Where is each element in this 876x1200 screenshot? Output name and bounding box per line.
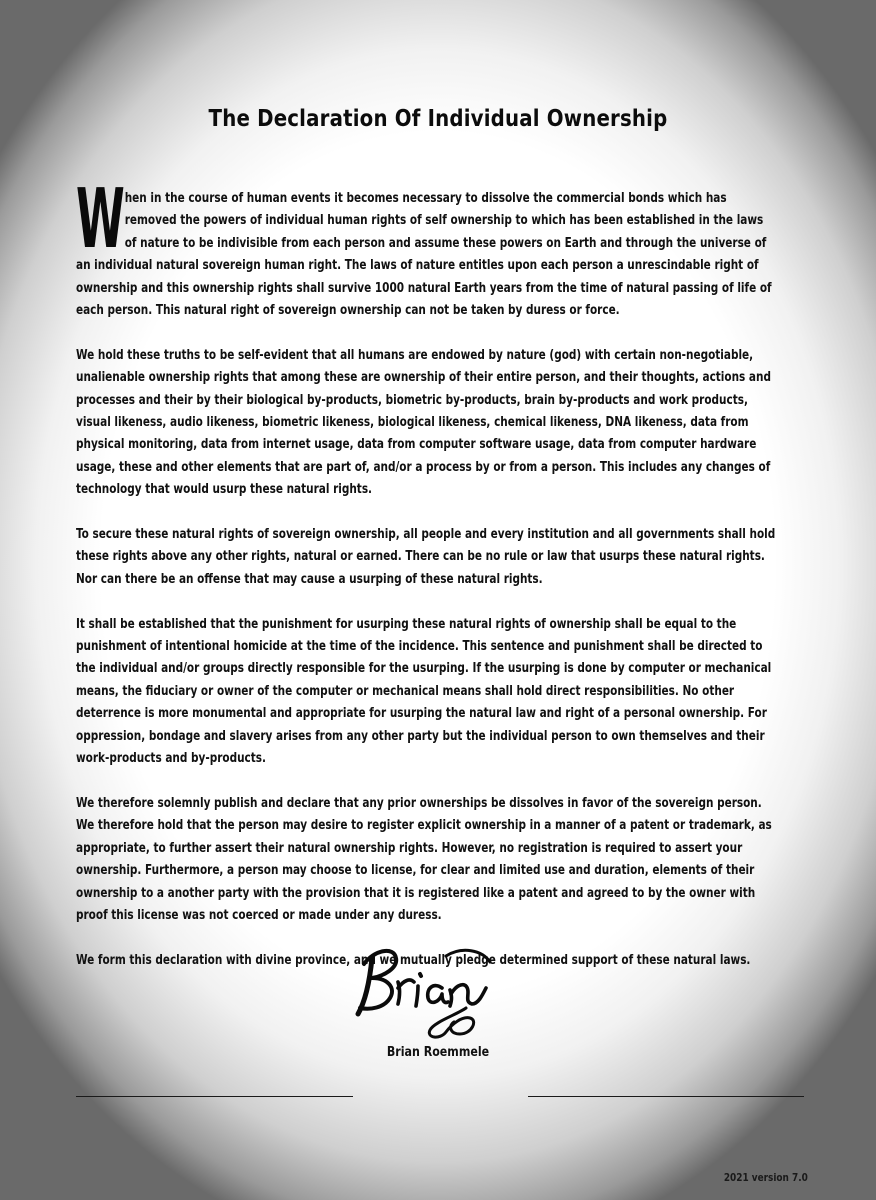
paragraph-2: We hold these truths to be self-evident that all humans are endowed by nature (god) with certain non-negotiable, unalienable ownership rights that among these are ownership of their entire person, and their thoughts, actions and processes and their by their biological by-products, biometric by-products, brain by-products and work products, visual likeness, audio likeness, biometric likeness, biological likeness, chemical likeness, DNA likeness, data from physical monitoring, data from internet usage, data from computer software usage, data from computer hardware usage, these and other elements that are part of, and/or a process by or from a person. This includes any changes of technology that would usurp these natural rights.: [76, 347, 771, 498]
signature-drawing: [350, 938, 510, 1046]
signature: [350, 938, 510, 1046]
drop-cap: W: [76, 172, 123, 267]
signature-line-left: [76, 1096, 353, 1097]
document-body: [76, 172, 776, 995]
paragraph-5: We therefore solemnly publish and declare that any prior ownerships be dissolves in favor of the sovereign person. We therefore hold that the person may desire to register explicit ownership in a manner of a patent or trademark, as appropriate, to further assert their natural ownership rights. However, no registration is required to assert your ownership. Furthermore, a person may choose to license, for clear and limited use and duration, elements of their ownership to a another party with the provision that it is registered like a patent and agreed to by the owner with proof this license was not coerced or made under any duress.: [76, 795, 772, 923]
document-title: The Declaration Of Individual Ownership: [208, 106, 668, 132]
signature-line-right: [528, 1096, 804, 1097]
paragraph-6: We form this declaration with divine province, and we mutually pledge determined support of these natural laws.: [76, 952, 751, 968]
paragraph-3: To secure these natural rights of sovereign ownership, all people and every institution and all governments shall hold these rights above any other rights, natural or earned. There can be no rule or law that usurps these natural rights. Nor can there be an offense that may cause a usurping of these natural rights.: [76, 527, 776, 587]
paragraph-1: [76, 172, 775, 322]
paragraph-4: It shall be established that the punishment for usurping these natural rights of ownership shall be equal to the punishment of intentional homicide at the time of the incidence. This sentence and punishment shall be directed to the individual and/or groups directly responsible for the usurping. If the usurping is done by computer or mechanical means, the fiduciary or owner of the computer or mechanical means shall hold direct responsibilities. No other deterrence is more monumental and appropriate for usurping the natural law and right of a personal ownership. For oppression, bondage and slavery arises from any other party but the individual person to own themselves and their work-products and by-products.: [76, 616, 772, 767]
paragraph-1-text: hen in the course of human events it becomes necessary to dissolve the commercial bonds which has removed the powers of individual human rights of self ownership to which has been established in the laws of nature to be indivisible from each person and assume these powers on Earth and through the universe of an individual natural sovereign human right. The laws of nature entitles upon each person a unrescindable right of ownership and this ownership rights shall survive 1000 natural Earth years from the time of natural passing of life of each person. This natural right of sovereign ownership can not be taken by duress or force.: [76, 191, 772, 319]
version-label: 2021 version 7.0: [723, 1172, 808, 1184]
signer-name: Brian Roemmele: [386, 1045, 490, 1060]
